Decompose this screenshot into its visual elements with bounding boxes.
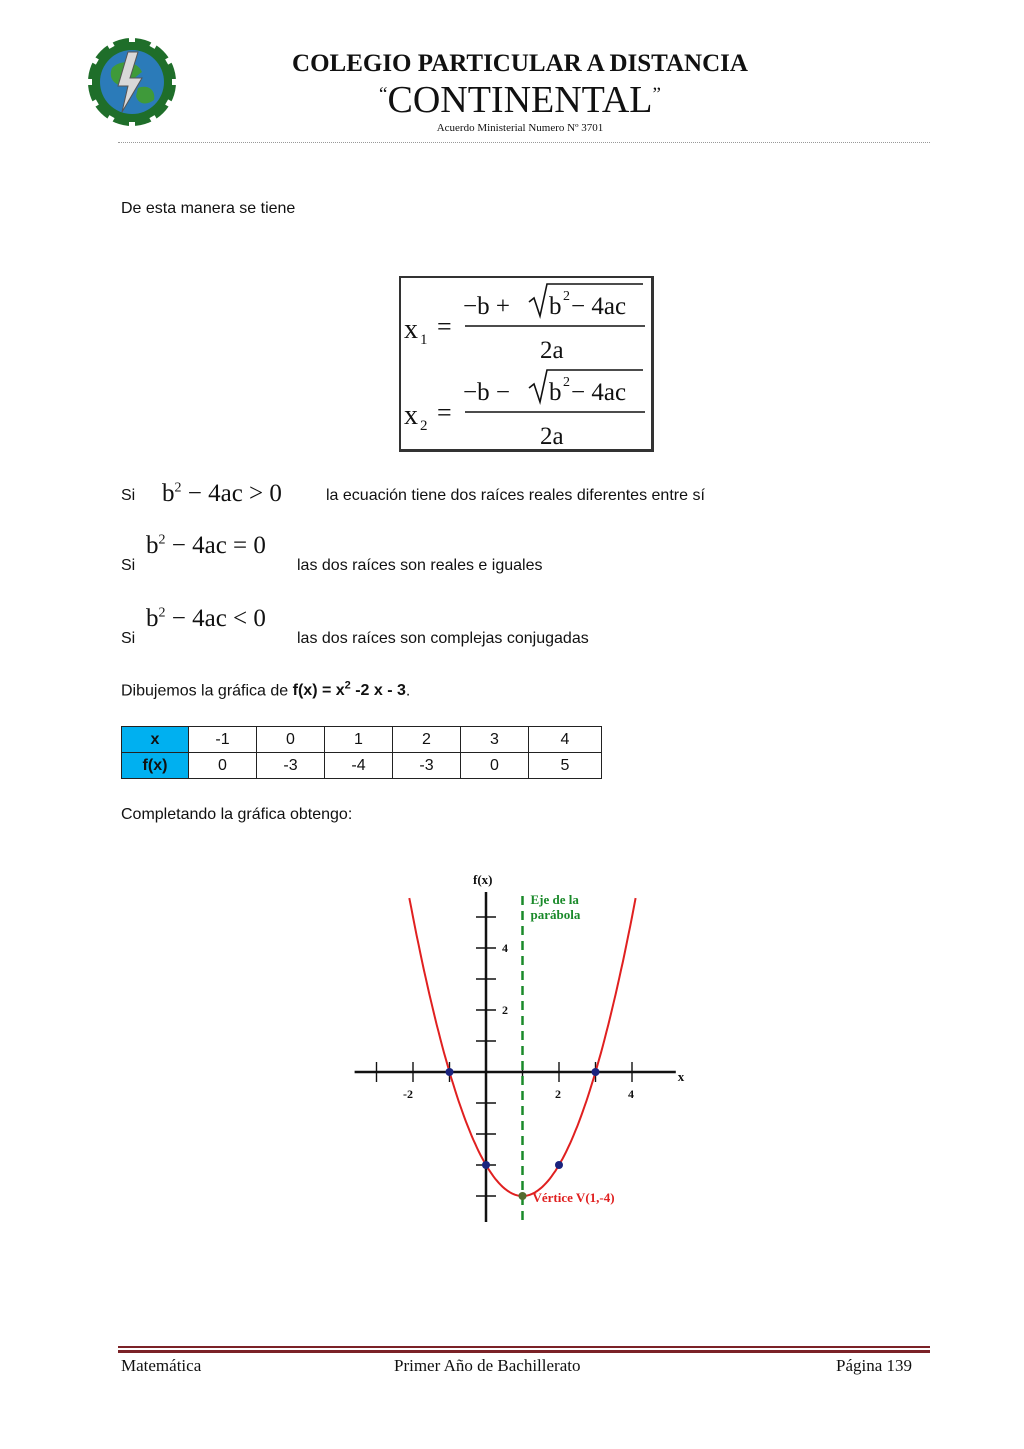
x1-radicand-rest: − 4ac	[571, 293, 627, 320]
quadratic-formula	[401, 278, 651, 448]
case1-b: b	[162, 480, 175, 507]
function-rest: -2 x - 3	[350, 682, 406, 700]
x-tick-label: -2	[403, 1087, 413, 1101]
x1-radicand-exp: 2	[563, 289, 570, 304]
y-tick-label: 4	[502, 941, 508, 955]
y-tick-label: 2	[502, 1003, 508, 1017]
x1-radicand-b: b	[549, 293, 562, 320]
x-tick-label: 2	[555, 1087, 561, 1101]
x-axis-label: x	[677, 1069, 685, 1084]
parabola-graph	[340, 862, 710, 1222]
y-axis-label: f(x)	[473, 872, 493, 887]
x1-equals: =	[437, 312, 452, 341]
table-row-x	[122, 727, 602, 753]
data-point	[446, 1068, 454, 1076]
open-quote: “	[379, 84, 388, 105]
ministerial-agreement: Acuerdo Ministerial Numero Nº 3701	[436, 122, 604, 134]
axis-annotation-line: Eje de la	[530, 892, 579, 907]
table-cell: -3	[257, 753, 325, 779]
x2-label: x	[404, 400, 418, 431]
function-exp: 2	[344, 680, 351, 692]
table-cell: -1	[189, 727, 257, 753]
footer-rule-thick	[118, 1350, 930, 1353]
case1-text: la ecuación tiene dos raíces reales diferentes entre sí	[326, 487, 705, 504]
data-point	[592, 1068, 600, 1076]
graph-function	[293, 682, 406, 699]
table-cell: 0	[257, 727, 325, 753]
table-header-x: x	[122, 727, 189, 753]
footer-rule-thin	[118, 1346, 930, 1348]
x2-radicand-exp: 2	[563, 375, 570, 390]
case2-si: Si	[121, 557, 136, 574]
case3-b: b	[146, 605, 159, 632]
school-name-text: CONTINENTAL	[387, 79, 653, 121]
graph-sentence	[121, 680, 410, 700]
case1-rest: − 4ac > 0	[181, 480, 282, 507]
table-cell: -3	[393, 753, 461, 779]
table-cell: 3	[461, 727, 529, 753]
table-cell: 4	[529, 727, 602, 753]
table-cell: 5	[529, 753, 602, 779]
table-cell: 1	[325, 727, 393, 753]
x1-denominator: 2a	[540, 337, 564, 364]
x2-numerator-prefix: −b −	[463, 379, 510, 406]
x2-denominator: 2a	[540, 423, 564, 448]
intro-text: De esta manera se tiene	[121, 200, 296, 217]
case1-expression	[162, 480, 282, 508]
case2-expression	[146, 532, 266, 560]
table-cell: -4	[325, 753, 393, 779]
table-row-fx	[122, 753, 602, 779]
table-header-fx: f(x)	[122, 753, 189, 779]
values-table	[121, 726, 602, 779]
close-quote: ”	[652, 84, 661, 105]
completing-text: Completando la gráfica obtengo:	[121, 806, 353, 823]
school-logo	[82, 30, 182, 130]
case2-b: b	[146, 532, 159, 559]
footer-course: Primer Año de Bachillerato	[394, 1356, 581, 1375]
school-type: COLEGIO PARTICULAR A DISTANCIA	[292, 50, 748, 77]
data-point	[482, 1161, 490, 1169]
axis-annotation-line: parábola	[530, 907, 581, 922]
case1-si: Si	[121, 487, 136, 504]
case2-exp: 2	[158, 532, 166, 548]
x1-label: x	[404, 314, 418, 345]
footer-subject: Matemática	[121, 1356, 202, 1375]
school-name	[170, 78, 870, 122]
table-cell: 0	[189, 753, 257, 779]
x-tick-label: 4	[628, 1087, 634, 1101]
x1-subscript: 1	[420, 332, 428, 348]
x2-radicand-b: b	[549, 379, 562, 406]
vertex-annotation: Vértice V(1,-4)	[532, 1190, 615, 1205]
vertex-point	[519, 1192, 527, 1200]
case3-text: las dos raíces son complejas conjugadas	[297, 630, 589, 647]
header-divider	[118, 142, 930, 143]
case3-exp: 2	[158, 605, 166, 621]
case3-rest: − 4ac < 0	[165, 605, 266, 632]
table-cell: 0	[461, 753, 529, 779]
case3-expression	[146, 605, 266, 633]
graph-sentence-suffix: .	[405, 682, 411, 700]
x2-subscript: 2	[420, 418, 428, 434]
function-base: f(x) = x	[292, 682, 345, 700]
case3-si: Si	[121, 630, 136, 647]
x2-equals: =	[437, 398, 452, 427]
case2-text: las dos raíces son reales e iguales	[297, 557, 543, 574]
case2-rest: − 4ac = 0	[165, 532, 266, 559]
quadratic-formula-box	[399, 276, 654, 452]
graph-sentence-prefix: Dibujemos la gráfica de	[121, 682, 293, 700]
x1-numerator-prefix: −b +	[463, 293, 510, 320]
footer-page-number: Página 139	[836, 1356, 913, 1375]
x2-radicand-rest: − 4ac	[571, 379, 627, 406]
data-point	[555, 1161, 563, 1169]
table-cell: 2	[393, 727, 461, 753]
case1-exp: 2	[174, 480, 182, 496]
